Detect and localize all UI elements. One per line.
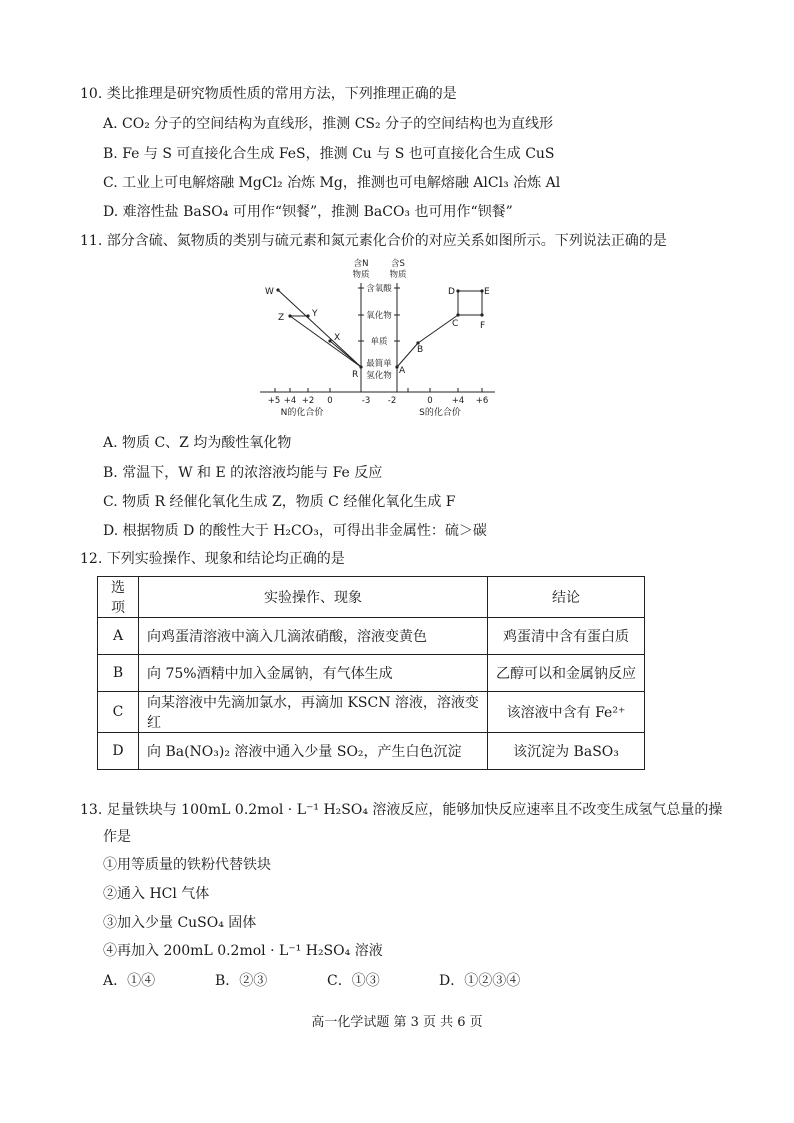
q13-answer-d: D．①②③④ [439,973,521,989]
row-operation: 向 Ba(NO₃)₂ 溶液中通入少量 SO₂，产生白色沉淀 [139,733,488,770]
q13-answer-options [103,970,551,990]
point-x-label: X [334,333,341,343]
category-hydride-2: 氢化物 [366,371,392,381]
category-oxide: 氧化物 [366,311,392,321]
s-tick-0: -2 [387,396,397,406]
row-operation: 向 75%酒精中加入金属钠，有气体生成 [139,655,488,692]
q13-item-3: ③加入少量 CuSO₄ 固体 [103,915,257,931]
category-element: 单质 [370,337,388,347]
q13-answer-a: A．①④ [103,973,156,989]
q13-item-4: ④再加入 200mL 0.2mol · L⁻¹ H₂SO₄ 溶液 [103,943,383,959]
s-axis-title-2: 物质 [389,270,407,280]
row-option: D [98,733,139,770]
row-conclusion: 该溶液中含有 Fe²⁺ [488,692,645,733]
point-w-label: W [265,287,274,297]
header-conclusion: 结论 [488,577,645,618]
q13-item-1: ①用等质量的铁粉代替铁块 [103,857,271,873]
header-operation: 实验操作、现象 [139,577,488,618]
q13-stem-line-1: 13. 足量铁块与 100mL 0.2mol · L⁻¹ H₂SO₄ 溶液反应，能够加快反应速率且不改变生成氢气总量的操 [80,802,723,818]
q13-stem-line-2: 作是 [103,829,131,845]
q11-option-b: B. 常温下，W 和 E 的浓溶液均能与 Fe 反应 [103,465,383,481]
n-axis-title-1: 含N [353,259,369,269]
q13-answer-c: C．①③ [327,973,380,989]
n-axis-title-2: 物质 [352,270,370,280]
n-tick-3: 0 [327,396,333,406]
q10-option-a: A. CO₂ 分子的空间结构为直线形，推测 CS₂ 分子的空间结构也为直线形 [103,116,554,132]
point-r-label: R [352,370,359,380]
row-option: B [98,655,139,692]
page-footer: 高一化学试题 第 3 页 共 6 页 [311,1015,483,1030]
point-e-label: E [484,287,490,297]
point-y-label: Y [312,309,318,319]
experiment-table [97,576,645,770]
q10-option-d: D. 难溶性盐 BaSO₄ 可用作“钡餐”，推测 BaCO₃ 也可用作“钡餐” [103,204,513,220]
n-tick-2: +2 [301,396,315,406]
n-tick-1: +4 [283,396,297,406]
q11-option-c: C. 物质 R 经催化氧化生成 Z，物质 C 经催化氧化生成 F [103,494,456,510]
n-tick-4: -3 [361,396,371,406]
q12-stem: 12. 下列实验操作、现象和结论均正确的是 [80,551,345,567]
point-z-label: Z [278,313,285,323]
n-tick-0: +5 [267,396,281,406]
q13-answer-b: B．②③ [215,973,268,989]
s-tick-3: +6 [475,396,489,406]
point-b-label: B [417,345,424,355]
q10-stem: 10. 类比推理是研究物质性质的常用方法，下列推理正确的是 [80,86,457,102]
n-valence-label: N的化合价 [280,408,324,418]
table-row [98,655,645,692]
point-f-label: F [480,321,486,331]
s-valence-label: S的化合价 [419,408,461,418]
table-row [98,733,645,770]
q13-item-2: ②通入 HCl 气体 [103,886,210,902]
valence-category-diagram [250,255,500,420]
row-option: C [98,692,139,733]
row-option: A [98,618,139,655]
s-axis-title-1: 含S [391,259,405,269]
s-tick-2: +4 [451,396,465,406]
table-row [98,618,645,655]
row-operation: 向某溶液中先滴加氯水，再滴加 KSCN 溶液，溶液变红 [139,692,488,733]
q11-stem: 11. 部分含硫、氮物质的类别与硫元素和氮元素化合价的对应关系如图所示。下列说法正确的是 [80,233,667,249]
q11-option-a: A. 物质 C、Z 均为酸性氧化物 [103,435,292,451]
row-conclusion: 乙醇可以和金属钠反应 [488,655,645,692]
point-a-label: A [399,366,406,376]
row-operation: 向鸡蛋清溶液中滴入几滴浓硝酸，溶液变黄色 [139,618,488,655]
s-tick-1: 0 [427,396,433,406]
table-header-row [98,577,645,618]
category-acid: 含氧酸 [366,284,392,294]
header-option: 选项 [98,577,139,618]
point-c-label: C [452,319,459,329]
q11-option-d: D. 根据物质 D 的酸性大于 H₂CO₃，可得出非金属性：硫＞碳 [103,523,487,539]
row-conclusion: 鸡蛋清中含有蛋白质 [488,618,645,655]
row-conclusion: 该沉淀为 BaSO₃ [488,733,645,770]
table-row [98,692,645,733]
q10-option-c: C. 工业上可电解熔融 MgCl₂ 冶炼 Mg，推测也可电解熔融 AlCl₃ 冶炼 Al [103,175,561,191]
q10-option-b: B. Fe 与 S 可直接化合生成 FeS，推测 Cu 与 S 也可直接化合生成 CuS [103,146,555,162]
point-d-label: D [448,287,455,297]
category-hydride-1: 最简单 [366,359,392,369]
